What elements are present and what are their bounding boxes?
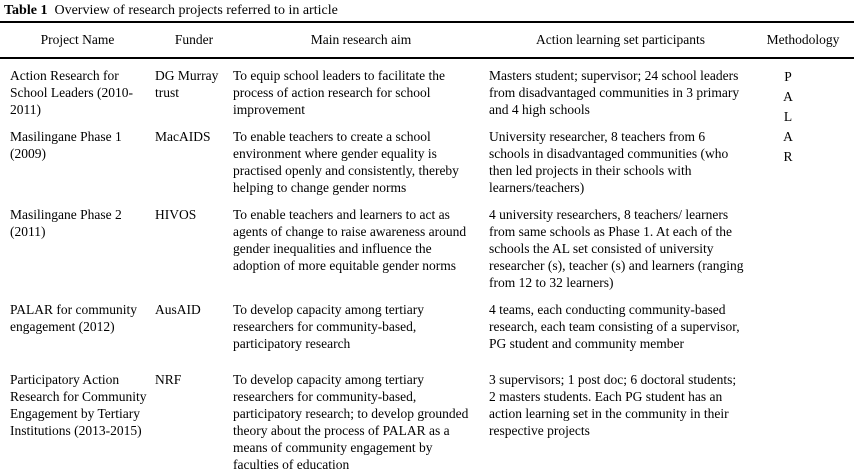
cell-participants: 4 university researchers, 8 teachers/ learners from same schools as Phase 1. At each of the schools the AL set consisted of university researcher (s), teacher (s) and learners (ranging from 12 to 32 learners)	[489, 207, 744, 290]
methodology-letter: R	[783, 149, 793, 164]
cell-funder: AusAID	[155, 302, 201, 317]
table-caption-label: Table 1	[4, 3, 48, 18]
cell-participants: 4 teams, each conducting community-based research, each team consisting of a supervisor, PG student and community member	[489, 302, 740, 351]
cell-funder: HIVOS	[155, 207, 197, 222]
cell-project-name: Masilingane Phase 1 (2009)	[10, 129, 122, 161]
table-row	[0, 128, 854, 206]
table-row	[0, 301, 854, 371]
cell-main-research-aim: To enable teachers to create a school environment where gender equality is practised openly and consistently, thereby helping to change gender norms	[233, 129, 459, 195]
header-row	[0, 23, 854, 58]
column-header-main-research-aim: Main research aim	[233, 23, 489, 58]
column-header-funder: Funder	[155, 23, 233, 58]
cell-main-research-aim: To develop capacity among tertiary researchers for community-based, participatory research	[233, 302, 424, 351]
column-header-project-name: Project Name	[0, 23, 155, 58]
table-row	[0, 371, 854, 474]
table-row	[0, 58, 854, 128]
cell-project-name: Action Research for School Leaders (2010-2011)	[10, 68, 133, 117]
table-caption-text: Overview of research projects referred to in article	[54, 3, 338, 18]
cell-participants: University researcher, 8 teachers from 6 schools in disadvantaged communities (who then led projects in their schools with learners/teachers)	[489, 129, 729, 195]
methodology-letter: P	[784, 69, 792, 84]
column-header-methodology: Methodology	[752, 23, 854, 58]
cell-project-name: Masilingane Phase 2 (2011)	[10, 207, 122, 239]
table-caption	[0, 0, 854, 23]
table-row	[0, 206, 854, 301]
methodology-letter: L	[783, 109, 793, 124]
cell-funder: NRF	[155, 372, 182, 387]
cell-funder: MacAIDS	[155, 129, 211, 144]
cell-participants: Masters student; supervisor; 24 school leaders from disadvantaged communities in 3 primary and 4 high schools	[489, 68, 740, 117]
column-header-action-learning-set-participants: Action learning set participants	[489, 23, 752, 58]
cell-main-research-aim: To enable teachers and learners to act as agents of change to raise awareness around gender inequalities and influence the adoption of more equitable gender norms	[233, 207, 467, 273]
cell-main-research-aim: To develop capacity among tertiary researchers for community-based, participatory research; to develop grounded theory about the process of PALAR as a means of community engagement by faculties of education	[233, 372, 469, 472]
cell-funder: DG Murray trust	[155, 68, 219, 100]
research-projects-table	[0, 23, 854, 474]
cell-methodology	[752, 58, 854, 474]
cell-project-name: PALAR for community engagement (2012)	[10, 302, 138, 334]
methodology-letter: A	[783, 89, 793, 104]
cell-project-name: Participatory Action Research for Community Engagement by Tertiary Institutions (2013-2015)	[10, 372, 147, 438]
cell-participants: 3 supervisors; 1 post doc; 6 doctoral students; 2 masters students. Each PG student has an action learning set in the community in their respective projects	[489, 372, 737, 438]
methodology-letter: A	[783, 129, 793, 144]
cell-main-research-aim: To equip school leaders to facilitate the process of action research for school improvement	[233, 68, 445, 117]
